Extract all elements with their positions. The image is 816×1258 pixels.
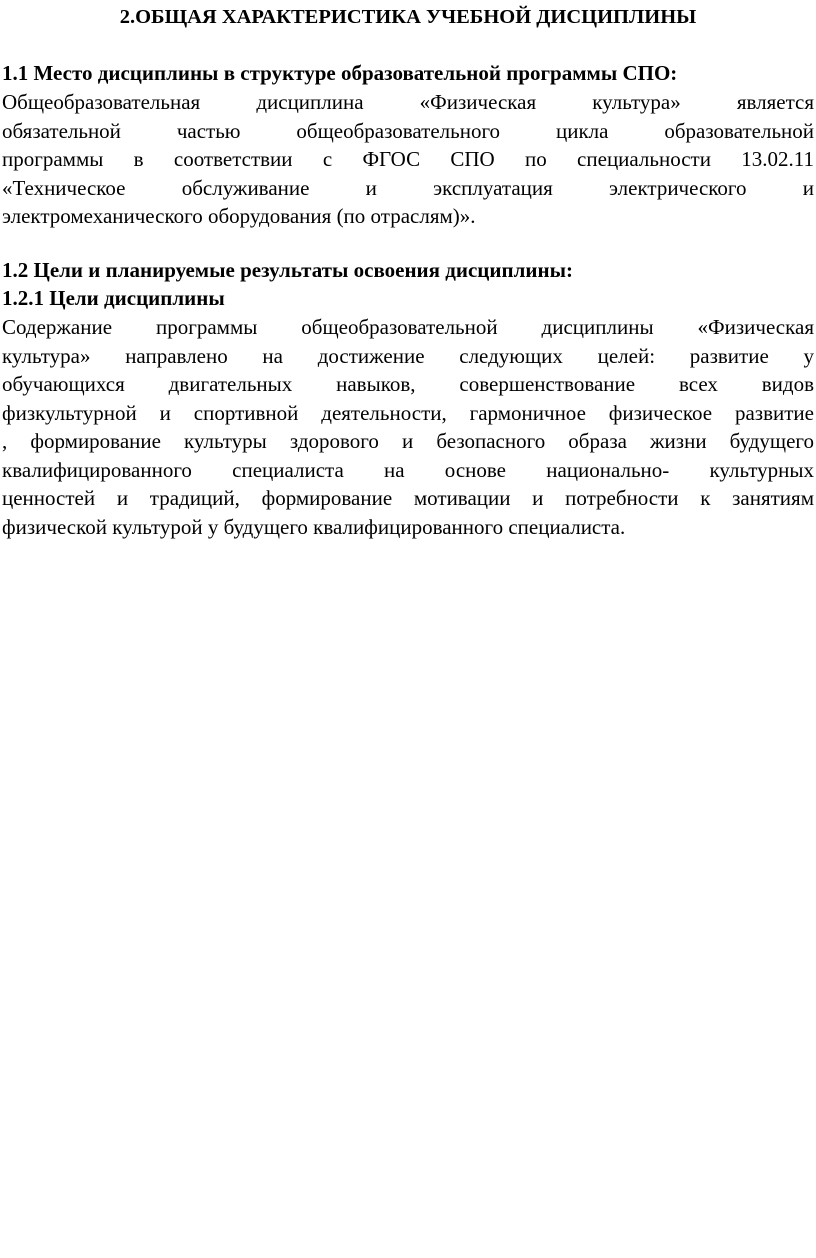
document-title: 2.ОБЩАЯ ХАРАКТЕРИСТИКА УЧЕБНОЙ ДИСЦИПЛИНЫ [119, 6, 697, 28]
paragraph-line: Общеобразовательная дисциплина «Физическая культура» является [2, 90, 814, 114]
paragraph-line: Содержание программы общеобразовательной дисциплины «Физическая [2, 315, 814, 339]
section-1-2-1-paragraph [2, 313, 814, 541]
paragraph-line: квалифицированного специалиста на основе национально- культурных [2, 457, 814, 482]
paragraph-line: культура» направлено на достижение следующих целей: развитие у [2, 343, 814, 368]
section-1-1-heading: 1.1 Место дисциплины в структуре образовательной программы СПО: [2, 61, 678, 85]
paragraph-line: программы в соответствии с ФГОС СПО по специальности 13.02.11 [2, 147, 814, 171]
section-1-1-paragraph [2, 88, 814, 231]
paragraph-line: физкультурной и спортивной деятельности, гармоничное физическое развитие [2, 400, 814, 425]
section-1-2-1-subheading: 1.2.1 Цели дисциплины [2, 286, 225, 310]
paragraph-line: электромеханического оборудования (по отраслям)». [2, 204, 476, 228]
paragraph-line: обязательной частью общеобразовательного цикла образовательной [2, 118, 814, 143]
paragraph-line: физической культурой у будущего квалифицированного специалиста. [2, 514, 626, 539]
paragraph-line: обучающихся двигательных навыков, совершенствование всех видов [2, 372, 814, 396]
paragraph-line: , формирование культуры здорового и безопасного образа жизни будущего [2, 429, 814, 453]
paragraph-line: ценностей и традиций, формирование мотивации и потребности к занятиям [2, 486, 814, 510]
section-1-2-heading: 1.2 Цели и планируемые результаты освоения дисциплины: [2, 258, 573, 282]
paragraph-line: «Техническое обслуживание и эксплуатация электрического и [2, 175, 814, 200]
